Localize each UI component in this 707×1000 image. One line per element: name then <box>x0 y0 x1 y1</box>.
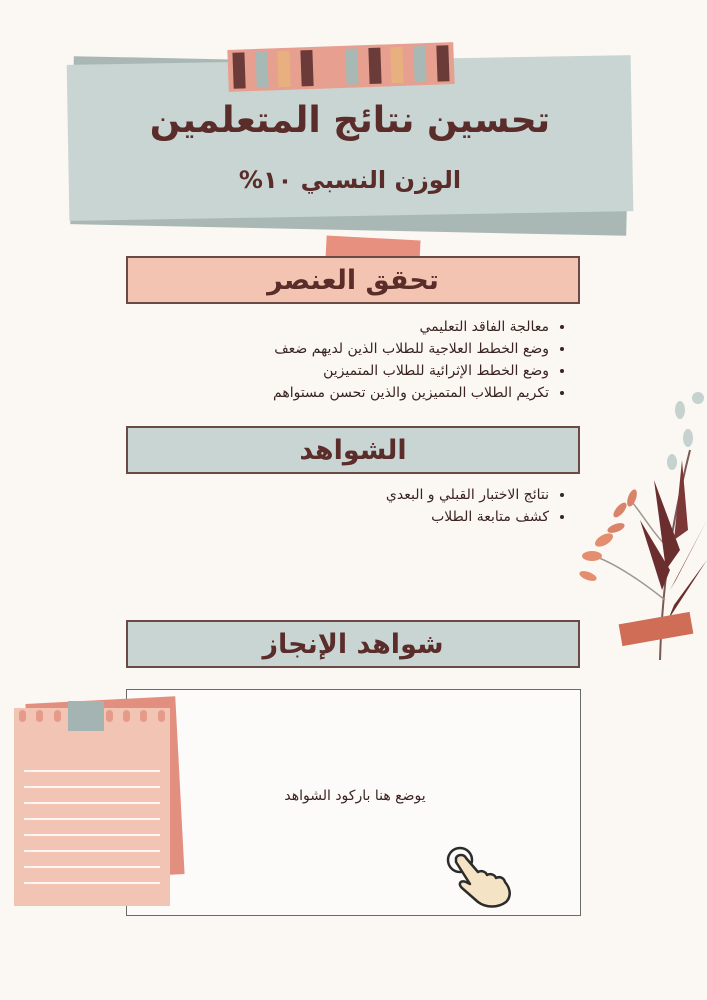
list-item: • معالجة الفاقد التعليمي <box>189 316 549 338</box>
pointing-hand-icon <box>440 840 520 910</box>
evidence-list <box>189 484 575 528</box>
plant-leaves-icon <box>570 390 707 680</box>
barcode-placeholder-text: يوضع هنا باركود الشواهد <box>284 788 426 804</box>
element-list <box>189 316 575 404</box>
list-item: • تكريم الطلاب المتميزين والذين تحسن مستواهم <box>189 382 549 404</box>
section-heading-achievement: شواهد الإنجاز <box>126 620 580 668</box>
relative-weight: الوزن النسبي ١٠% <box>238 166 462 194</box>
notepad-clip <box>68 701 104 731</box>
page-title: تحسين نتائج المتعلمين <box>149 100 551 141</box>
list-item: • نتائج الاختبار القبلي و البعدي <box>189 484 549 506</box>
list-item: • وضع الخطط الإثرائية للطلاب المتميزين <box>189 360 549 382</box>
section-heading-evidence: الشواهد <box>126 426 580 474</box>
decorative-washi-tape <box>227 42 454 92</box>
list-item: • كشف متابعة الطلاب <box>189 506 549 528</box>
notepad-icon <box>14 708 170 906</box>
list-item: • وضع الخطط العلاجية للطلاب الذين لديهم ضعف <box>189 338 549 360</box>
section-heading-element: تحقق العنصر <box>126 256 580 304</box>
